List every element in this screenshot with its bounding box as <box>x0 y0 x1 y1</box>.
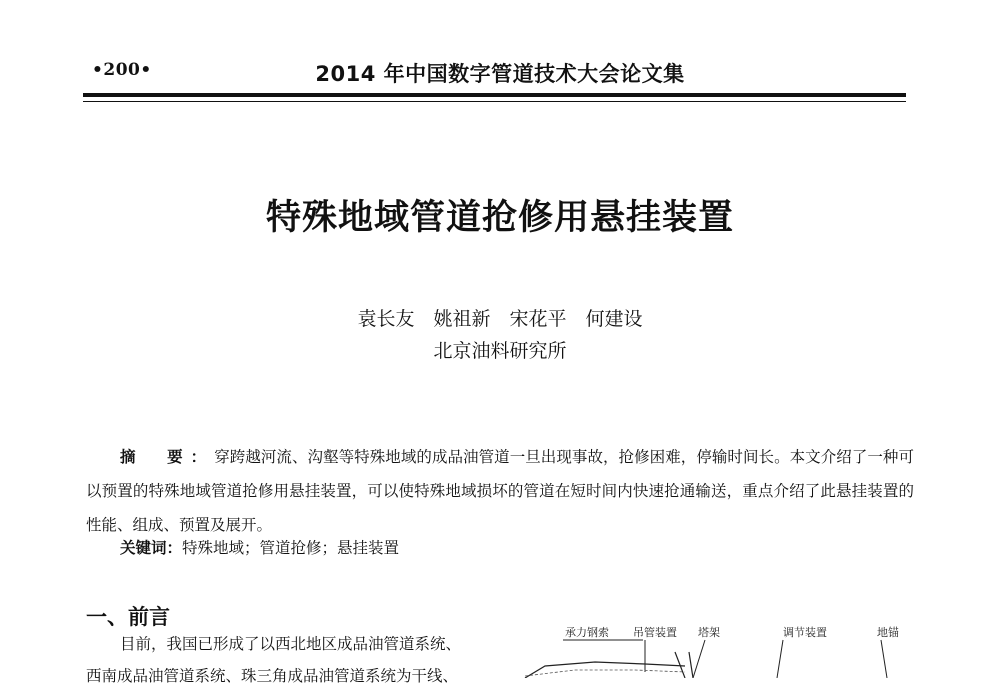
tower-leader <box>693 640 705 678</box>
figure-label-tower: 塔架 <box>698 626 720 639</box>
body-line-2: 西南成品油管道系统、珠三角成品油管道系统为干线、 <box>86 667 459 685</box>
paper-affiliation: 北京油料研究所 <box>433 340 567 362</box>
pipe-line <box>525 670 685 676</box>
keywords-text: 特殊地域；管道抢修；悬挂装置 <box>182 539 400 557</box>
paper-title: 特殊地域管道抢修用悬挂装置 <box>265 198 734 238</box>
header-rule-thick <box>83 93 906 97</box>
figure-label-hanger: 吊管装置 <box>633 626 677 639</box>
keywords-label: 关键词： <box>120 539 183 557</box>
section-body <box>86 628 486 692</box>
header-rule-thin <box>83 101 906 102</box>
abstract <box>86 440 914 542</box>
abstract-text: 穿跨越河流、沟壑等特殊地域的成品油管道一旦出现事故，抢修困难，停输时间长。本文介绍了一种可以预置的特殊地域管道抢修用悬挂装置，可以使特殊地域损坏的管道在短时间内快速抢通输送，重点介绍了此悬挂装置的性能、组成、预置及展开。 <box>86 448 914 534</box>
header-journal-title: 2014 年中国数字管道技术大会论文集 <box>315 62 685 86</box>
suspension-device-figure <box>515 612 915 678</box>
figure-label-cable: 承力钢索 <box>565 626 609 639</box>
body-line-1: 目前，我国已形成了以西北地区成品油管道系统、 <box>120 635 462 653</box>
adjuster-leader <box>777 640 783 678</box>
figure-label-adjuster: 调节装置 <box>783 626 827 639</box>
figure-label-anchor: 地锚 <box>877 626 899 639</box>
paper-authors: 袁长友 姚祖新 宋花平 何建设 <box>357 308 643 330</box>
abstract-label: 摘 要： <box>120 448 215 466</box>
anchor-leader <box>881 640 887 678</box>
tower-post-2 <box>689 652 693 678</box>
section-heading: 一、前言 <box>86 605 170 629</box>
keywords <box>120 536 399 558</box>
header-page-number: •200• <box>92 60 152 80</box>
